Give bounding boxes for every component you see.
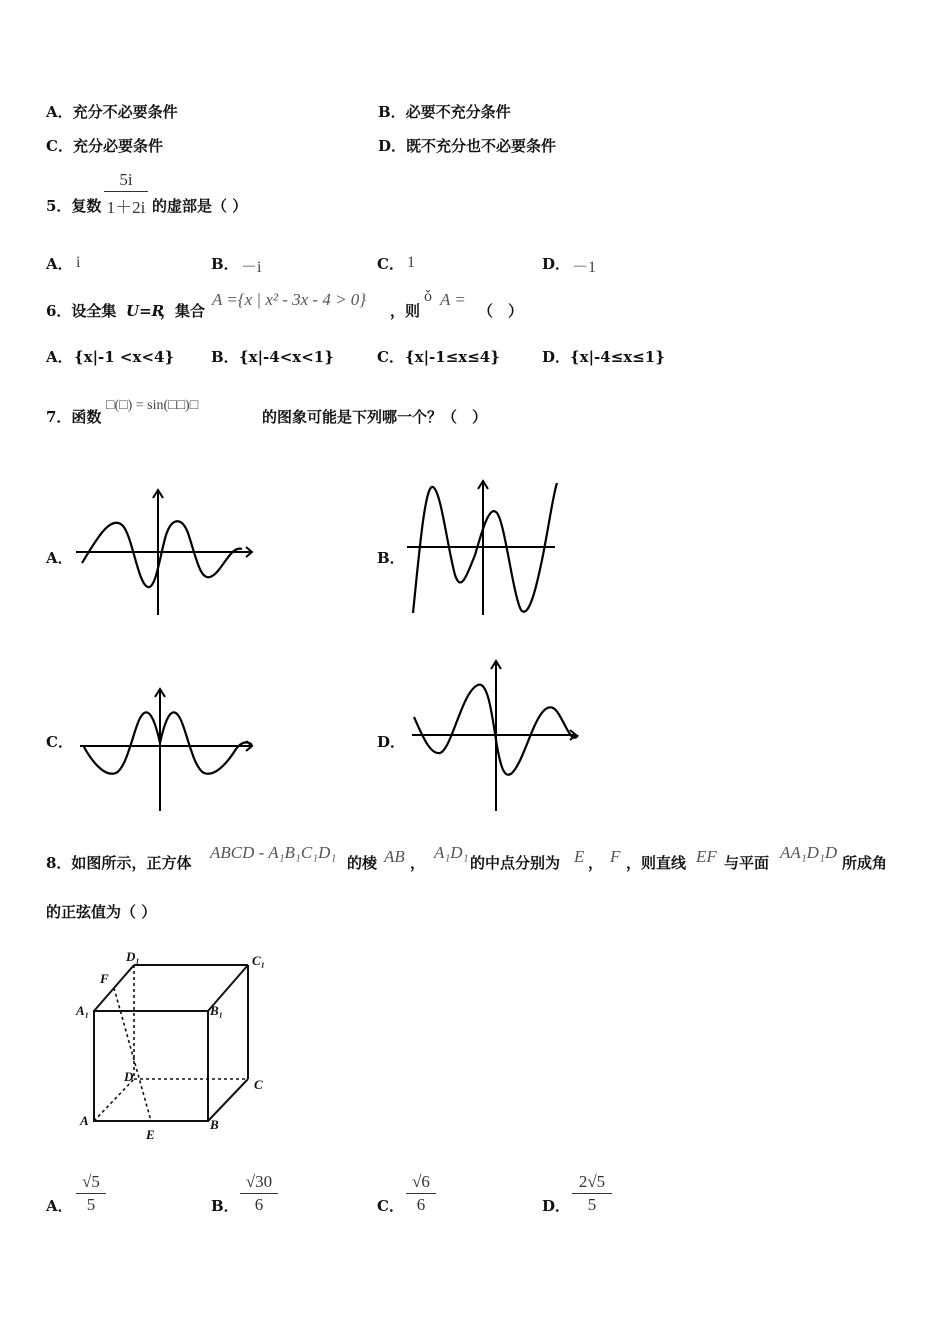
- q8-option-d-fraction: [572, 1172, 612, 1215]
- q6-set-expr: A ={x | x² - 3x - 4 > 0}: [212, 290, 367, 309]
- q7-option-d-label: D．: [377, 733, 406, 751]
- q7-option-b-label: B．: [377, 549, 405, 567]
- cube-label-d: D: [124, 1069, 134, 1084]
- q8-option-c-label: C．: [377, 1197, 404, 1215]
- q6-option-a-value: {x|-1 <x<4}: [74, 348, 175, 366]
- q8-then-line: ，则直线: [626, 854, 687, 872]
- q6-mid: ，集合: [160, 302, 206, 320]
- q8-ab: AB: [384, 847, 405, 866]
- q6-prefix: 6．设全集: [46, 302, 117, 320]
- q8-comma-2: ，: [588, 854, 604, 872]
- q8-line2: 的正弦值为（ ）: [46, 903, 157, 921]
- q8-option-b-label: B．: [211, 1197, 239, 1215]
- q5-option-a-label: A．: [46, 255, 73, 273]
- q7-graph-d: [408, 655, 583, 815]
- q8-cube-expr: ABCD - A₁B₁C₁D₁: [210, 843, 337, 862]
- cube-label-b: B: [210, 1117, 219, 1132]
- q5-option-b-label: B．: [211, 255, 239, 273]
- q7-graph-a: [70, 485, 260, 620]
- q8-plane: AA₁D₁D: [780, 843, 838, 862]
- q8-option-d-num: 2√5: [578, 1172, 606, 1191]
- q8-with-plane: 与平面: [724, 854, 770, 872]
- q6-paren: （ ）: [478, 302, 524, 320]
- q8-edge-of: 的棱: [347, 854, 378, 872]
- q5-option-c-value: 1: [407, 254, 415, 271]
- q5-fraction: [104, 170, 148, 218]
- q8-cube-figure: [72, 945, 292, 1145]
- q7-function: □(□) = sin(□□)□: [106, 398, 199, 413]
- q8-comma-1: ，: [410, 854, 426, 872]
- q5-frac-num: 5i: [119, 170, 133, 189]
- q5-frac-den: 1＋2i: [106, 198, 146, 217]
- q8-option-b-den: 6: [254, 1195, 264, 1214]
- cube-label-c1: C₁: [252, 953, 266, 968]
- q8-f: F: [610, 847, 621, 866]
- q8-e: E: [574, 847, 585, 866]
- q8-a1d1: A₁D₁: [434, 843, 469, 862]
- q6-complement-expr: A =: [440, 290, 466, 309]
- q7-graph-b: [405, 475, 565, 620]
- q6-option-c-value: {x|-1≤x≤4}: [405, 348, 500, 366]
- cube-label-a1: A₁: [76, 1003, 90, 1018]
- q8-option-c-den: 6: [416, 1195, 426, 1214]
- q8-option-d-label: D．: [542, 1197, 571, 1215]
- q8-option-c-fraction: [406, 1172, 436, 1215]
- q8-option-a-fraction: [76, 1172, 106, 1215]
- q5-prefix: 5．复数: [46, 197, 102, 215]
- cube-label-e: E: [146, 1127, 155, 1142]
- q8-option-b-num: √30: [245, 1172, 273, 1191]
- cube-label-f: F: [100, 971, 109, 986]
- q8-option-d-den: 5: [587, 1195, 597, 1214]
- q8-option-a-den: 5: [86, 1195, 96, 1214]
- q7-suffix: 的图象可能是下列哪一个？（ ）: [262, 408, 488, 426]
- q6-option-a-label: A．: [46, 348, 73, 366]
- q8-line1-prefix: 8．如图所示，正方体: [46, 854, 192, 872]
- q4-option-d: D．既不充分也不必要条件: [378, 137, 557, 155]
- q5-option-a-value: i: [76, 254, 81, 271]
- q7-option-a-label: A．: [46, 549, 73, 567]
- q5-option-b-value: －i: [241, 259, 262, 276]
- q8-angle: 所成角: [842, 854, 888, 872]
- cube-label-b1: B₁: [210, 1003, 224, 1018]
- q4-option-b: B．必要不充分条件: [378, 103, 511, 121]
- q8-option-a-label: A．: [46, 1197, 73, 1215]
- q4-option-c: C．充分必要条件: [46, 137, 163, 155]
- cube-label-c: C: [254, 1077, 263, 1092]
- cube-label-d1: D₁: [126, 949, 140, 964]
- q6-then: ，则: [390, 302, 421, 320]
- q6-option-d-label: D．: [542, 348, 571, 366]
- q6-option-b-label: B．: [211, 348, 239, 366]
- q5-option-d-value: －1: [572, 259, 597, 276]
- q6-option-b-value: {x|-4<x<1}: [239, 348, 334, 366]
- q5-option-c-label: C．: [377, 255, 404, 273]
- q8-ef: EF: [696, 847, 717, 866]
- q8-option-a-num: √5: [82, 1172, 100, 1191]
- q4-option-a: A．充分不必要条件: [46, 103, 178, 121]
- q6-universe: U=R: [126, 302, 165, 320]
- q8-option-c-num: √6: [412, 1172, 430, 1191]
- q8-midpoints: 的中点分别为: [470, 854, 561, 872]
- q7-graph-c: [76, 685, 261, 815]
- q6-option-d-value: {x|-4≤x≤1}: [570, 348, 665, 366]
- q6-option-c-label: C．: [377, 348, 404, 366]
- q7-prefix: 7．函数: [46, 408, 102, 426]
- q8-option-b-fraction: [240, 1172, 278, 1215]
- q6-complement: ǒ: [424, 288, 432, 305]
- q7-option-c-label: C．: [46, 733, 73, 751]
- q5-suffix: 的虚部是（ ）: [152, 197, 248, 215]
- cube-label-a: A: [80, 1113, 89, 1128]
- q5-option-d-label: D．: [542, 255, 571, 273]
